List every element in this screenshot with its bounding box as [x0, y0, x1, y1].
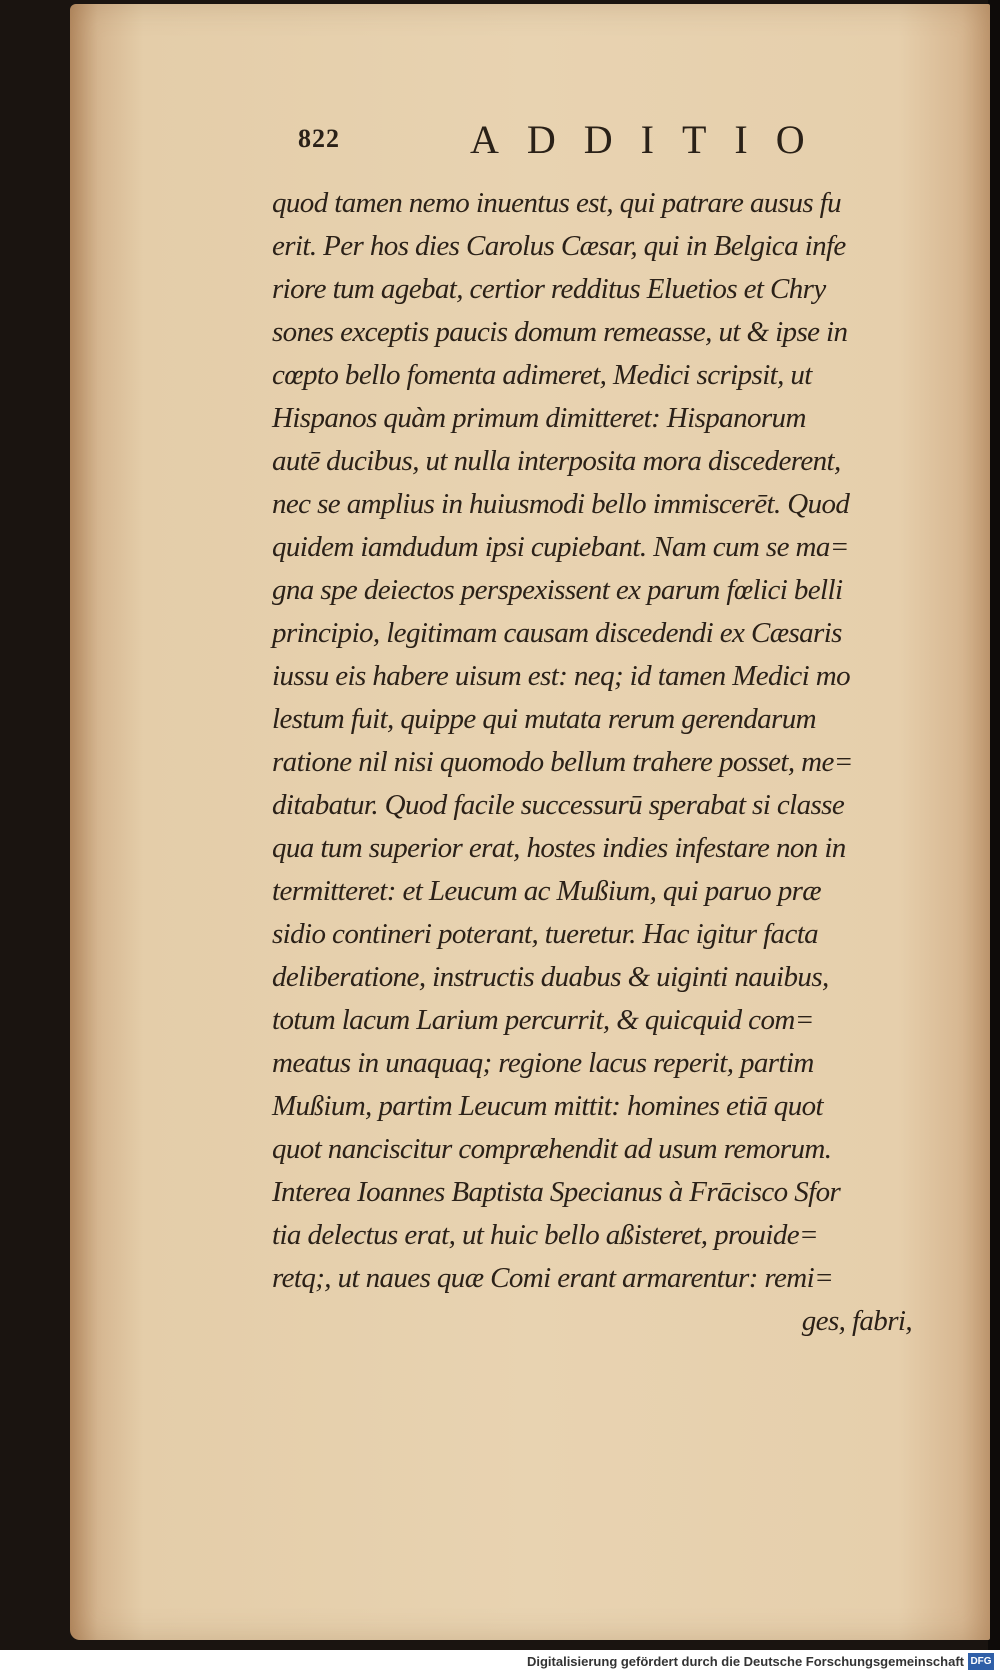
- dfg-logo: DFG: [968, 1653, 994, 1670]
- text-line: retq;, ut naues quæ Comi erant armarentur: remi=: [272, 1262, 834, 1294]
- text-line: autē ducibus, ut nulla interposita mora discederent,: [272, 445, 841, 477]
- text-line: riore tum agebat, certior redditus Eluetios et Chry: [272, 273, 826, 305]
- text-line: principio, legitimam causam discedendi ex Cæsaris: [272, 617, 842, 649]
- text-line: meatus in unaquaq; regione lacus reperit, partim: [272, 1047, 814, 1079]
- text-line: cœpto bello fomenta adimeret, Medici scripsit, ut: [272, 359, 812, 391]
- text-line: Hispanos quàm primum dimitteret: Hispanorum: [272, 402, 806, 434]
- text-line: lestum fuit, quippe qui mutata rerum gerendarum: [272, 703, 816, 735]
- body-text: [272, 182, 932, 1343]
- text-line: Mußium, partim Leucum mittit: homines etiā quot: [272, 1090, 823, 1122]
- text-line: ratione nil nisi quomodo bellum trahere posset, me=: [272, 746, 853, 778]
- text-line: quod tamen nemo inuentus est, qui patrare ausus fu: [272, 187, 842, 219]
- text-line: totum lacum Larium percurrit, & quicquid com=: [272, 1004, 814, 1036]
- text-line: quot nanciscitur compræhendit ad usum remorum.: [272, 1133, 832, 1165]
- running-title: ADDITIO: [470, 117, 833, 162]
- text-line: tia delectus erat, ut huic bello aßisteret, prouide=: [272, 1219, 818, 1251]
- text-line: termitteret: et Leucum ac Mußium, qui paruo præ: [272, 875, 822, 907]
- text-line: gna spe deiectos perspexissent ex parum fœlici belli: [272, 574, 843, 606]
- text-line: sones exceptis paucis domum remeasse, ut & ipse in: [272, 316, 848, 348]
- text-line: erit. Per hos dies Carolus Cæsar, qui in Belgica infe: [272, 230, 846, 262]
- catchword: ges, fabri,: [801, 1305, 912, 1337]
- digitization-credit: Digitalisierung gefördert durch die Deutsche Forschungsgemeinschaft: [526, 1654, 964, 1669]
- text-line: Interea Ioannes Baptista Specianus à Frācisco Sfor: [272, 1176, 841, 1208]
- page-number: 822: [298, 124, 340, 153]
- text-line: qua tum superior erat, hostes indies infestare non in: [272, 832, 846, 864]
- text-line: iussu eis habere uisum est: neq; id tamen Medici mo: [272, 660, 851, 692]
- text-line: ditabatur. Quod facile successurū sperabat si classe: [272, 789, 845, 821]
- text-line: sidio contineri poterant, tueretur. Hac igitur facta: [272, 918, 819, 950]
- text-line: deliberatione, instructis duabus & uiginti nauibus,: [272, 961, 829, 993]
- page-header: [298, 116, 938, 166]
- text-line: quidem iamdudum ipsi cupiebant. Nam cum se ma=: [272, 531, 849, 563]
- footer-bar: [0, 1650, 1000, 1677]
- text-line: nec se amplius in huiusmodi bello immiscerēt. Quod: [272, 488, 850, 520]
